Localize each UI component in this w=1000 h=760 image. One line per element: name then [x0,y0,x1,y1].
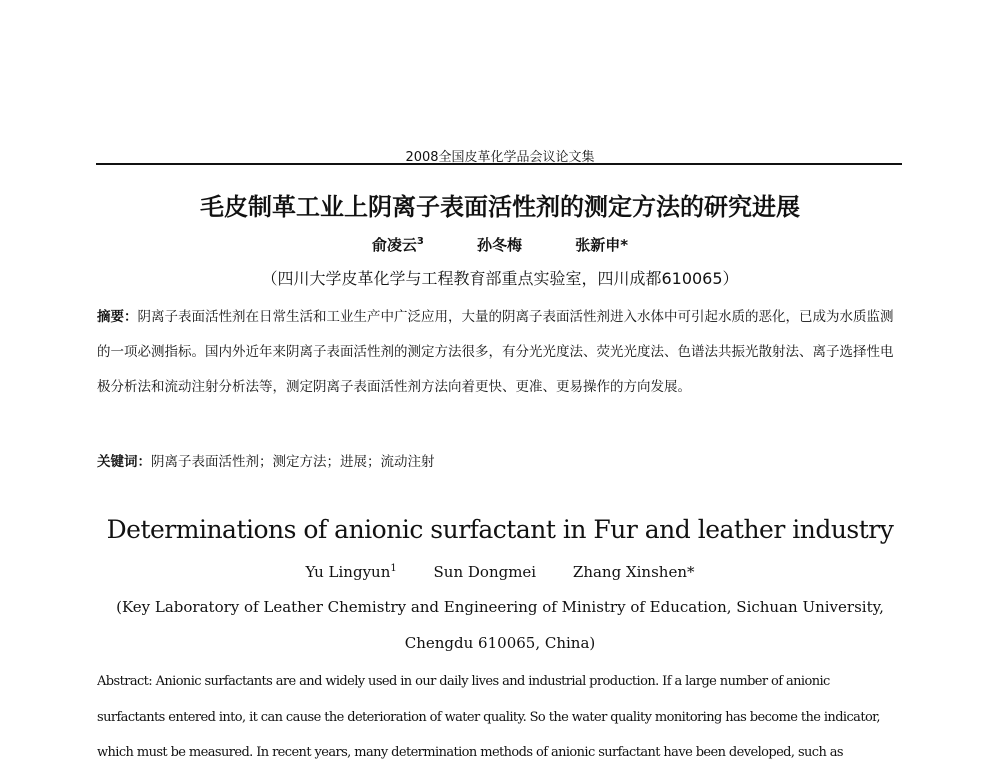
abstract-en-line: which must be measured. In recent years, many determination methods of anionic surfactant have been developed, such as [97,745,844,760]
keywords-cn [97,445,903,480]
author-cn-1-name: 俞凌云 [371,236,417,254]
author-en-1-name: Yu Lingyun [305,563,391,581]
keywords-cn-text: 阴离子表面活性剂；测定方法；进展；流动注射 [151,454,435,470]
author-cn-2: 孙冬梅 [477,236,523,254]
authors-en [0,563,1000,581]
affiliation-en-line2: Chengdu 610065, China) [404,634,596,652]
abstract-cn-text: 阴离子表面活性剂在日常生活和工业生产中广泛应用，大量的阴离子表面活性剂进入水体中可引起水质的恶化，已成为水质监测的一项必测指标。国内外近年来阴离子表面活性剂的测定方法很多，有分光光度法、荧光光度法、色谱法共振光散射法、离子选择性电极分析法和流动注射分析法等，测定阴离子表面活性剂方法向着更快、更准、更易操作的方向发展。 [97,309,894,395]
author-cn-3: 张新申* [575,236,629,254]
proceedings-header: 2008全国皮革化学品会议论文集 [405,150,595,165]
affiliation-cn: （四川大学皮革化学与工程教育部重点实验室，四川成都610065） [261,269,739,288]
author-en-2: Sun Dongmei [433,563,537,581]
author-cn-1-sup: 3 [416,236,424,247]
paper-title-cn: 毛皮制革工业上阴离子表面活性剂的测定方法的研究进展 [200,193,800,221]
affiliation-en-line1: (Key Laboratory of Leather Chemistry and Engineering of Ministry of Education, Sichuan University, [116,598,884,616]
author-en-1-sup: 1 [390,563,397,574]
author-en-1 [306,563,397,581]
authors-cn [0,234,1000,255]
author-cn-1 [372,234,424,255]
abstract-cn-label: 摘要： [97,309,138,325]
keywords-cn-label: 关键词： [97,454,151,470]
abstract-en-line: surfactants entered into, it can cause the deterioration of water quality. So the water quality monitoring has become the indicator, [97,710,880,725]
abstract-en-line: Abstract: Anionic surfactants are and widely used in our daily lives and industrial production. If a large number of anionic [97,674,830,689]
header-rule [96,163,902,165]
author-en-3: Zhang Xinshen* [572,563,695,581]
paper-title-en: Determinations of anionic surfactant in Fur and leather industry [106,515,894,544]
abstract-cn [97,300,903,405]
